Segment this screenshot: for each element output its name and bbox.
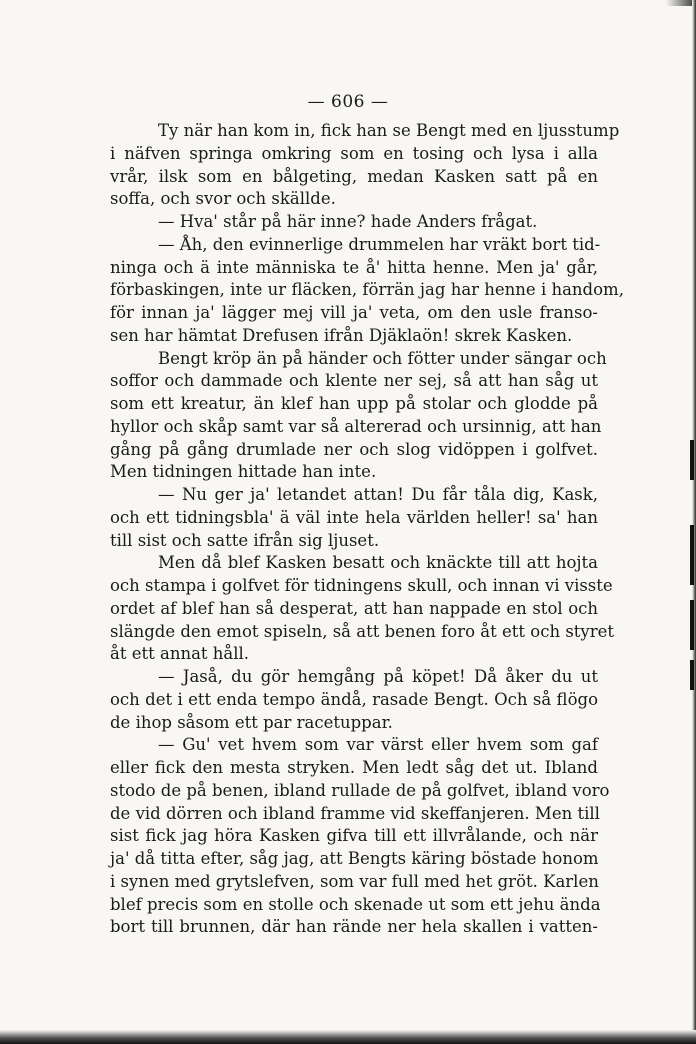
text-line: — Åh, den evinnerlige drummelen har vräkt bort tid- bbox=[158, 234, 601, 254]
scan-mark bbox=[690, 600, 694, 650]
text-line: Ty när han kom in, fick han se Bengt med en ljusstump bbox=[158, 121, 620, 140]
text-line: och ett tidningsbla' ä väl inte hela världen heller! sa' han bbox=[110, 507, 598, 527]
text-line: — Gu' vet hvem som var värst eller hvem som gaf bbox=[158, 735, 598, 755]
scan-mark bbox=[690, 660, 694, 690]
text-line: ja' då titta efter, såg jag, att Bengts käring böstade honom bbox=[110, 849, 599, 868]
text-line: Men tidningen hittade han inte. bbox=[110, 462, 377, 482]
text-line: soffa, och svor och skällde. bbox=[110, 189, 336, 209]
text-line: bort till brunnen, där han rände ner hela skallen i vatten- bbox=[110, 917, 598, 937]
text-line: vrår, ilsk som en bålgeting, medan Kasken satt på en bbox=[110, 166, 598, 186]
text-line: de vid dörren och ibland framme vid skeffanjeren. Men till bbox=[110, 803, 600, 823]
scan-mark bbox=[690, 440, 694, 480]
scan-edge-right bbox=[692, 0, 696, 1044]
text-line: soffor och dammade och klente ner sej, så att han såg ut bbox=[110, 371, 598, 391]
text-line: — Hva' står på här inne? hade Anders frågat. bbox=[158, 212, 538, 231]
text-line: eller fick den mesta stryken. Men ledt såg det ut. Ibland bbox=[110, 758, 598, 777]
body-text bbox=[110, 120, 624, 939]
text-line: sist fick jag höra Kasken gifva till ett illvrålande, och när bbox=[110, 826, 598, 846]
text-line: och det i ett enda tempo ändå, rasade Bengt. Och så flögo bbox=[110, 689, 598, 709]
text-line: förbaskingen, inte ur fläcken, förrän jag har henne i handom, bbox=[110, 280, 624, 300]
scan-mark bbox=[690, 525, 694, 585]
text-line: slängde den emot spiseln, så att benen foro åt ett och styret bbox=[110, 621, 615, 641]
text-line: de ihop såsom ett par racetuppar. bbox=[110, 712, 393, 732]
text-line: i näfven springa omkring som en tosing och lysa i alla bbox=[110, 143, 598, 163]
text-line: ninga och ä inte människa te å' hitta henne. Men ja' går, bbox=[110, 257, 598, 277]
text-line: som ett kreatur, än klef han upp på stolar och glodde på bbox=[110, 394, 598, 413]
text-line: åt ett annat håll. bbox=[110, 644, 250, 664]
text-line: blef precis som en stolle och skenade ut som ett jehu ända bbox=[110, 894, 601, 914]
text-line: till sist och satte ifrån sig ljuset. bbox=[110, 530, 380, 550]
text-line: och stampa i golfvet för tidningens skull, och innan vi visste bbox=[110, 576, 613, 595]
text-line: för innan ja' lägger mej vill ja' veta, om den usle franso- bbox=[110, 303, 598, 322]
text-line: — Jaså, du gör hemgång på köpet! Då åker du ut bbox=[158, 667, 598, 686]
text-line: hyllor och skåp samt var så altererad och ursinnig, att han bbox=[110, 416, 602, 436]
text-line: gång på gång drumlade ner och slog vidöppen i golfvet. bbox=[110, 439, 598, 459]
text-line: Bengt kröp än på händer och fötter under sängar och bbox=[158, 348, 607, 368]
page-number-header: — 606 — bbox=[307, 92, 389, 112]
text-line: stodo de på benen, ibland rullade de på golfvet, ibland voro bbox=[110, 780, 610, 800]
text-line: ordet af blef han så desperat, att han nappade en stol och bbox=[110, 598, 598, 618]
text-line: — Nu ger ja' letandet attan! Du får tåla dig, Kask, bbox=[158, 485, 598, 504]
text-line: i synen med grytslefven, som var full med het gröt. Karlen bbox=[110, 871, 599, 891]
text-line: Men då blef Kasken besatt och knäckte till att hojta bbox=[158, 553, 598, 573]
scan-edge-bottom bbox=[0, 1030, 696, 1044]
text-line: sen har hämtat Drefusen ifrån Djäklaön! skrek Kasken. bbox=[110, 325, 573, 345]
